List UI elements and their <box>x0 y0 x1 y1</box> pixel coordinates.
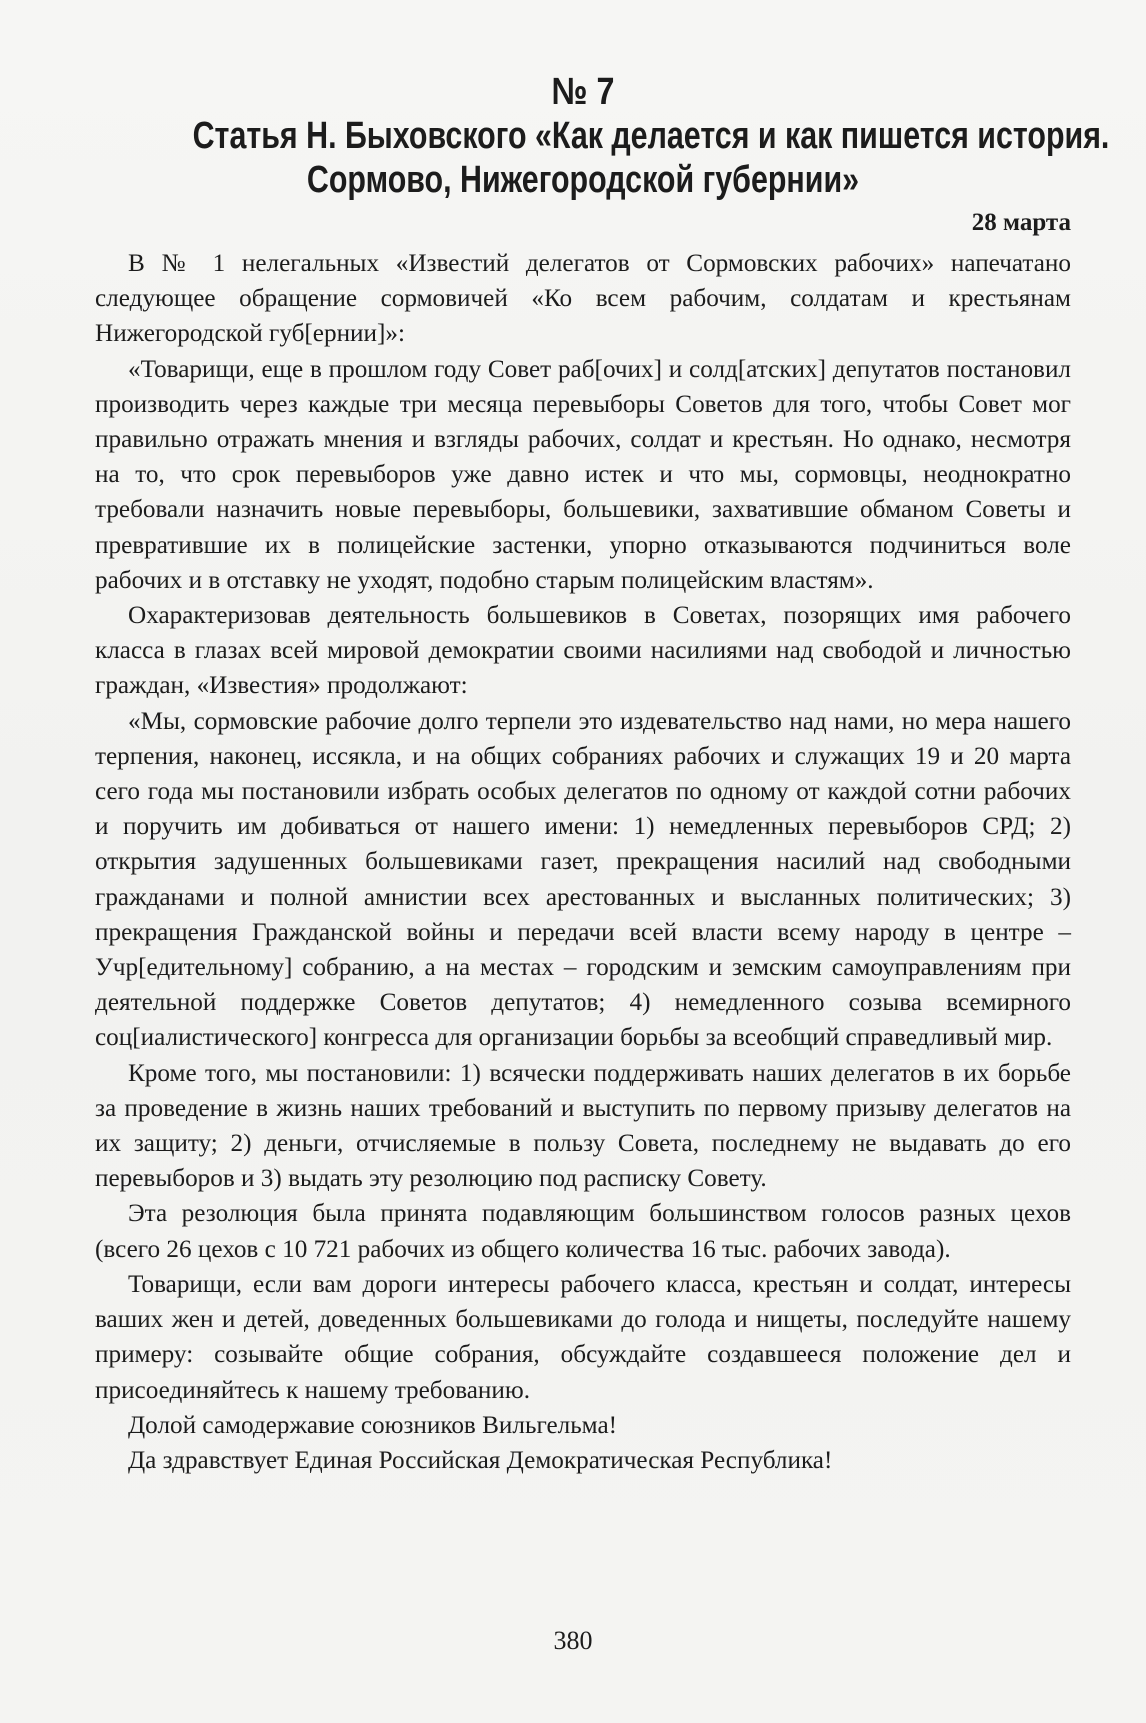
paragraph: Эта резолюция была принята подавляющим большинством голосов разных цехов (всего 26 цехов с 10 721 рабочих из общего количества 16 тыс. рабочих завода). <box>95 1200 1071 1263</box>
paragraph: Кроме того, мы постановили: 1) всячески поддерживать наших делегатов в их борьбе за проведение в жизнь наших требований и выступить по первому призыву делегатов на их защиту; 2) деньги, отчисляемые в пользу Совета, последнему не выдавать до его перевыборов и 3) выдать эту резолюцию под расписку Совету. <box>95 1059 1071 1193</box>
document-number: № 7 <box>551 71 615 113</box>
paragraph: В № 1 нелегальных «Известий делегатов от Сормовских рабочих» напечатано следующее обращение сормовичей «Ко всем рабочим, солдатам и крестьянам Нижегородской губ[ернии]»: <box>95 250 1071 348</box>
document-title <box>95 114 1110 202</box>
document-date: 28 марта <box>971 209 1071 236</box>
paragraph: Товарищи, если вам дороги интересы рабочего класса, крестьян и солдат, интересы ваших жен и детей, доведенных большевиками до голода и нищеты, последуйте нашему примеру: созывайте общие собрания, обсуждайте создавшееся положение дел и присоединяйтесь к нашему требованию. <box>95 1270 1071 1404</box>
paragraph: Охарактеризовав деятельность большевиков в Советах, позорящих имя рабочего класса в глазах всей мировой демократии своими насилиями над свободой и личностью граждан, «Известия» продолжают: <box>95 602 1071 700</box>
paragraph: Долой самодержавие союзников Вильгельма! <box>128 1411 618 1439</box>
paragraph: «Товарищи, еще в прошлом году Совет раб[очих] и солд[атских] депутатов постановил производить через каждые три месяца перевыборы Советов для того, чтобы Совет мог правильно отражать мнения и взгляды рабочих, солдат и крестьян. Но однако, несмотря на то, что срок перевыборов уже давно истек и что мы, сормовцы, неоднократно требовали назначить новые перевыборы, большевики, захватившие обманом Советы и превратившие их в полицейские застенки, упорно отказываются подчиниться воле рабочих и в отставку не уходят, подобно старым полицейским властям». <box>95 355 1071 594</box>
page-number: 380 <box>553 1626 593 1655</box>
paragraph: Да здравствует Единая Российская Демократическая Республика! <box>128 1446 833 1474</box>
document-content <box>95 70 1110 1478</box>
document-title-line-2: Сормово, Нижегородской губернии» <box>306 159 860 201</box>
document-title-line-1: Статья Н. Быховского «Как делается и как пишется история. <box>192 115 1110 157</box>
document-body <box>95 246 1071 1478</box>
paragraph: «Мы, сормовские рабочие долго терпели это издевательство над нами, но мера нашего терпения, наконец, иссякла, и на общих собраниях рабочих и служащих 19 и 20 марта сего года мы постановили избрать особых делегатов по одному от каждой сотни рабочих и поручить им добиваться от нашего имени: 1) немедленных перевыборов СРД; 2) открытия задушенных большевиками газет, прекращения насилий над свободными гражданами и полной амнистии всех арестованных и высланных политических; 3) прекращения Гражданской войны и передачи всей власти всему народу в центре – Учр[едительному] собранию, а на местах – городским и земским самоуправлениям при деятельной поддержке Советов депутатов; 4) немедленного созыва всемирного соц[иалистического] конгресса для организации борьбы за всеобщий справедливый мир. <box>95 707 1071 1052</box>
